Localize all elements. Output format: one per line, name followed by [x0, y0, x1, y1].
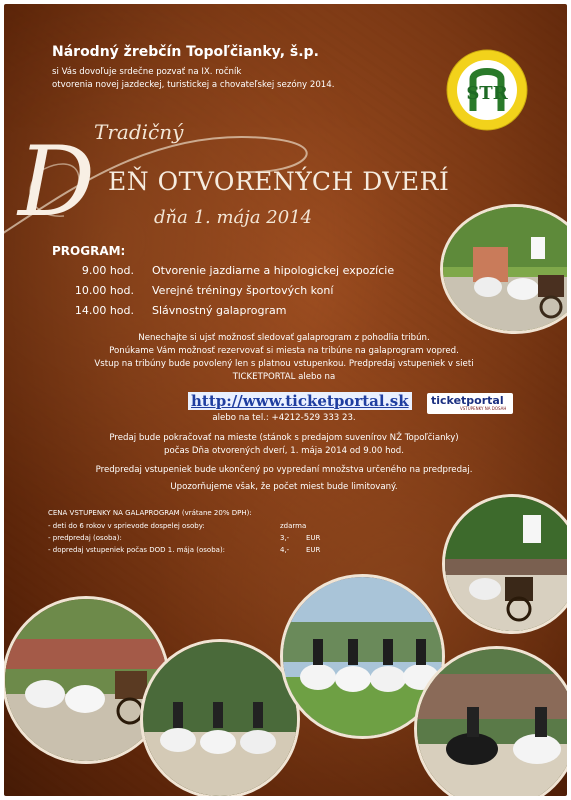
horseshoe-emblem-icon [446, 49, 528, 131]
price-row: - deti do 6 rokov v sprievode dospelej osoby: zdarma [48, 522, 307, 530]
presale-note: Predpredaj vstupeniek bude ukončený po vypredaní množstva určeného na predpredaj. [95, 465, 473, 475]
riders-photo [140, 639, 300, 796]
event-title: EŇ OTVORENÝCH DVERÍ [108, 167, 450, 196]
driving-photo [442, 494, 567, 634]
organization-name: Národný žrebčín Topoľčianky, š.p. [52, 44, 319, 60]
program-item: 10.00 hod. Verejné tréningy športových koní [74, 284, 334, 297]
phone-number: alebo na tel.: +4212-529 333 23. [212, 413, 356, 423]
price-row: - predpredaj (osoba): 3,- EUR [48, 534, 321, 542]
invitation-text: si Vás dovoľuje srdečne pozvať na IX. ročník otvorenia novej jazdeckej, turistickej a chovateľskej sezóny 2014. [52, 67, 335, 90]
sale-info: Predaj bude pokračovať na mieste (stánok s predajom suvenírov NŽ Topoľčianky) počas Dňa otvorených dverí, 1. mája 2014 od 9.00 hod. [109, 433, 459, 456]
carriage-photo [440, 204, 567, 334]
info-block: Nenechajte si ujsť možnosť sledovať galaprogram z pohodlia tribún. Ponúkame Vám možnosť rezervovať si miesta na tribúne na galaprogram vopred. Vstup na tribúny bude povolený len s platnou vstupenkou. Predpredaj vstupeniek v sieti TICKETPORTAL alebo na [94, 333, 474, 382]
event-date: dňa 1. mája 2014 [154, 207, 313, 228]
poster [4, 4, 567, 796]
program-item: 9.00 hod. Otvorenie jazdiarne a hipologickej expozície [81, 264, 395, 277]
title-prefix: Tradičný [94, 120, 184, 144]
price-row: - dopredaj vstupeniek počas DOD 1. mája (osoba): 4,- EUR [48, 546, 321, 554]
limit-note: Upozorňujeme však, že počet miest bude limitovaný. [170, 482, 398, 492]
program-heading: PROGRAM: [52, 244, 126, 258]
ticketportal-link[interactable]: http://www.ticketportal.sk [188, 392, 412, 410]
program-item: 14.00 hod. Slávnostný galaprogram [74, 304, 287, 317]
title-initial: D [18, 126, 95, 238]
ticketportal-logo: ticketportal VSTUPENKY NA DOSAH [427, 393, 513, 414]
svg-text:STR: STR [466, 83, 508, 104]
price-heading: CENA VSTUPENKY NA GALAPROGRAM (vrátane 20% DPH): [48, 509, 252, 517]
